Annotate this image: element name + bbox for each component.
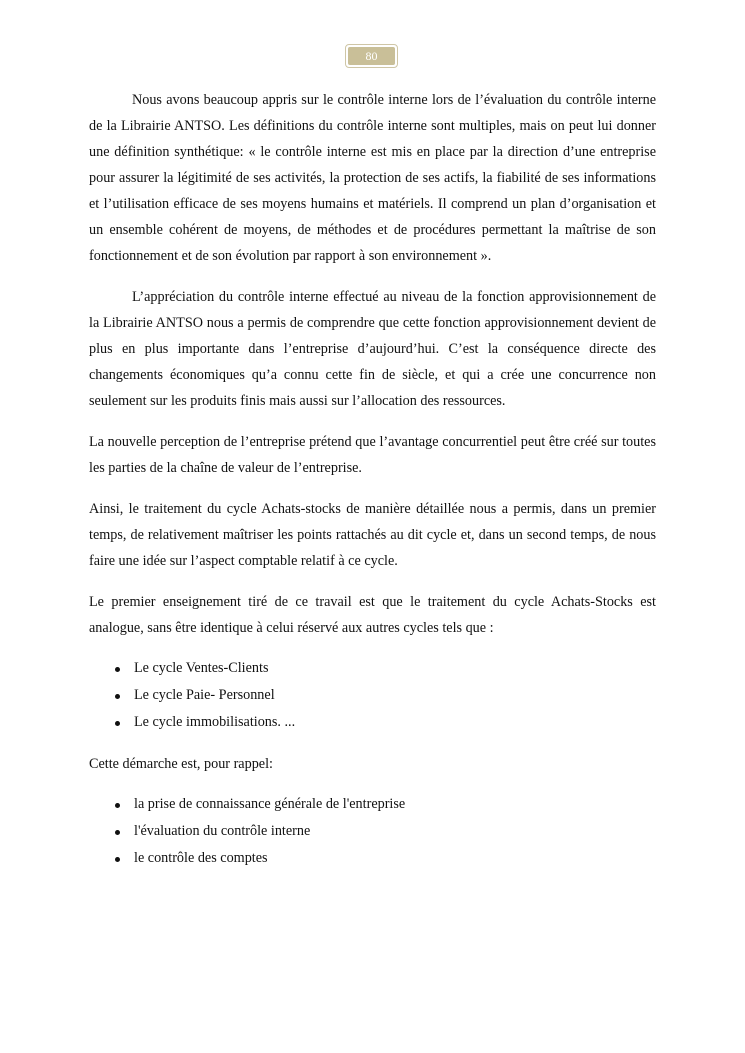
paragraph-demarche: Cette démarche est, pour rappel: [89, 756, 273, 772]
paragraph-cycle-achats-stocks: Ainsi, le traitement du cycle Achats-stocks de manière détaillée nous a permis, dans un premier temps, de relativement maîtriser les points rattachés au dit cycle et, dans un second temps, de nous faire une idée sur l’aspect comptable relatif à ce cycle. [89, 501, 656, 569]
list-item [89, 709, 656, 736]
document-body [89, 87, 656, 872]
list-item [89, 655, 656, 682]
list-item [89, 791, 656, 818]
page-number: 80 [348, 47, 395, 65]
list-item-text: le contrôle des comptes [134, 850, 268, 866]
paragraph-premier-enseignement: Le premier enseignement tiré de ce travail est que le traitement du cycle Achats-Stocks est analogue, sans être identique à celui réservé aux autres cycles tels que : [89, 594, 656, 636]
list-item-text: la prise de connaissance générale de l'entreprise [134, 796, 406, 812]
list-item-text: l'évaluation du contrôle interne [134, 823, 311, 839]
cycles-list [89, 655, 656, 736]
list-item-text: Le cycle Paie- Personnel [134, 687, 275, 703]
bullet-icon [115, 721, 120, 726]
list-item [89, 818, 656, 845]
paragraph-nouvelle-perception: La nouvelle perception de l’entreprise prétend que l’avantage concurrentiel peut être créé sur toutes les parties de la chaîne de valeur de l’entreprise. [89, 434, 656, 476]
steps-list [89, 791, 656, 872]
list-item-text: Le cycle Ventes-Clients [134, 660, 269, 676]
bullet-icon [115, 694, 120, 699]
bullet-icon [115, 830, 120, 835]
bullet-icon [115, 667, 120, 672]
paragraph-controle-interne: Nous avons beaucoup appris sur le contrôle interne lors de l’évaluation du contrôle interne de la Librairie ANTSO. Les définitions du contrôle interne sont multiples, mais on peut lui donner une définition synthétique: « le contrôle interne est mis en place par la direction d’une entreprise pour assurer la légitimité de ses activités, la protection de ses actifs, la fiabilité de ses informations et l’utilisation efficace de ses moyens humains et matériels. Il comprend un plan d’organisation et un ensemble cohérent de moyens, de méthodes et de procédures permettant la maîtrise de son fonctionnement et de son évolution par rapport à son environnement ». [89, 92, 656, 264]
bullet-icon [115, 857, 120, 862]
page-number-badge [345, 44, 398, 68]
paragraph-appreciation: L’appréciation du contrôle interne effectué au niveau de la fonction approvisionnement de la Librairie ANTSO nous a permis de comprendre que cette fonction approvisionnement devient de plus en plus importante dans l’entreprise d’aujourd’hui. C’est la conséquence directe des changements économiques qu’a connu cette fin de siècle, et qui a crée une concurrence non seulement sur les produits finis mais aussi sur l’allocation des ressources. [89, 289, 656, 409]
list-item-text: Le cycle immobilisations. ... [134, 714, 296, 730]
list-item [89, 682, 656, 709]
list-item [89, 845, 656, 872]
bullet-icon [115, 803, 120, 808]
